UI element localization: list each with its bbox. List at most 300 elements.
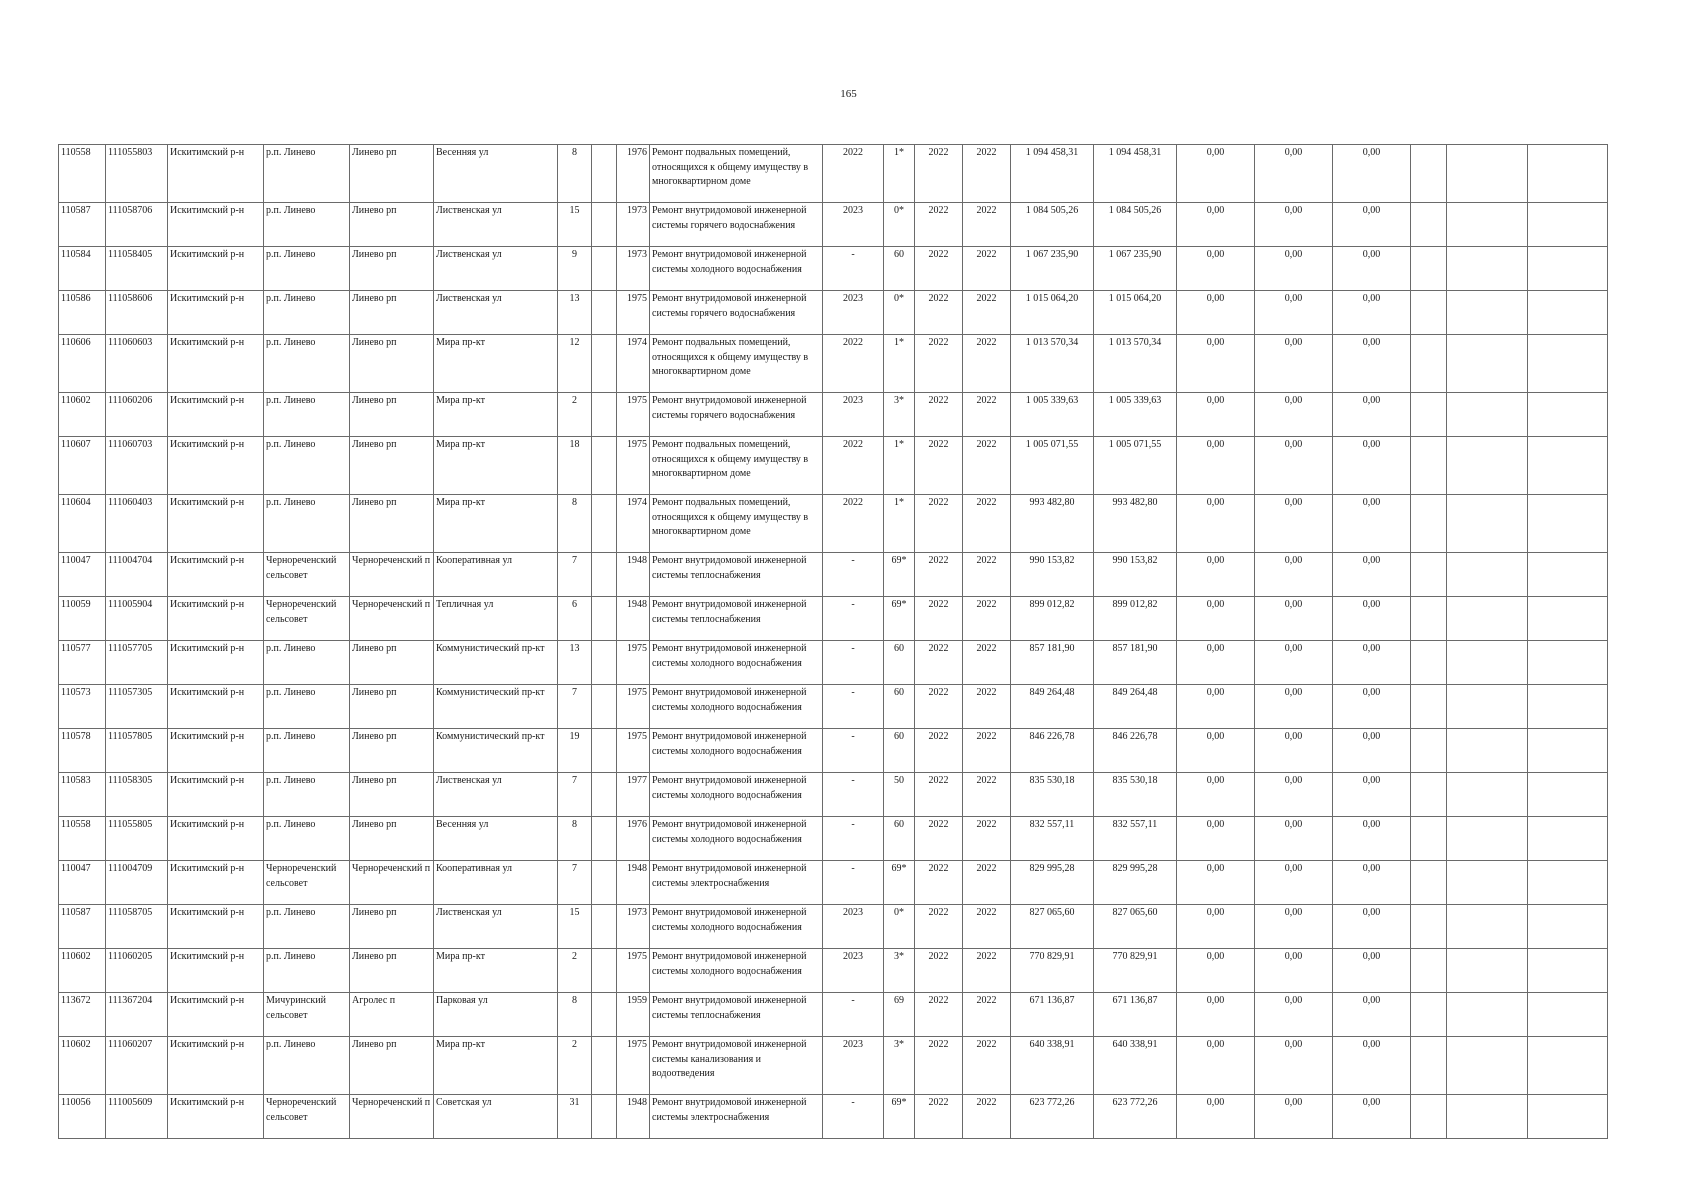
cell-extra-2 [1447,993,1528,1037]
cell-municipality: Чернореченский сельсовет [264,861,350,905]
cell-last-repair-year: - [823,729,884,773]
cell-work-type: Ремонт внутридомовой инженерной системы теплоснабжения [650,553,823,597]
cell-total-cost: 993 482,80 [1011,495,1094,553]
cell-plan-year-end: 2022 [963,641,1011,685]
cell-street: Лиственская ул [434,203,558,247]
cell-year-built: 1975 [617,641,650,685]
cell-year-built: 1948 [617,861,650,905]
cell-fund-cost: 993 482,80 [1094,495,1177,553]
cell-year-built: 1975 [617,393,650,437]
cell-wear-percent: 0* [884,905,915,949]
table-row [59,1037,1608,1095]
cell-street: Коммунистический пр-кт [434,685,558,729]
cell-work-type: Ремонт подвальных помещений, относящихся к общему имуществу в многоквартирном доме [650,437,823,495]
cell-house-number: 12 [558,335,592,393]
cell-house-id: 110047 [59,861,106,905]
cell-extra-2 [1447,203,1528,247]
cell-local-budget: 0,00 [1255,553,1333,597]
cell-extra-1 [1411,1095,1447,1139]
cell-extra-2 [1447,773,1528,817]
table-row [59,291,1608,335]
cell-building-number [592,993,617,1037]
cell-locality: Агролес п [350,993,434,1037]
cell-wear-percent: 3* [884,1037,915,1095]
cell-district: Искитимский р-н [168,335,264,393]
cell-work-type: Ремонт внутридомовой инженерной системы холодного водоснабжения [650,949,823,993]
cell-year-built: 1975 [617,291,650,335]
table-row [59,861,1608,905]
cell-district: Искитимский р-н [168,247,264,291]
cell-extra-2 [1447,641,1528,685]
cell-building-number [592,597,617,641]
cell-fund-cost: 1 005 071,55 [1094,437,1177,495]
cell-building-number [592,247,617,291]
cell-house-id: 110577 [59,641,106,685]
cell-work-id: 111058305 [106,773,168,817]
table-row [59,495,1608,553]
cell-plan-year-end: 2022 [963,145,1011,203]
cell-plan-year-start: 2022 [915,773,963,817]
cell-fund-cost: 1 084 505,26 [1094,203,1177,247]
cell-local-budget: 0,00 [1255,1095,1333,1139]
cell-house-number: 6 [558,597,592,641]
cell-locality: Линево рп [350,291,434,335]
cell-last-repair-year: 2023 [823,949,884,993]
cell-house-number: 7 [558,773,592,817]
cell-locality: Чернореченский п [350,1095,434,1139]
cell-last-repair-year: 2023 [823,291,884,335]
cell-work-type: Ремонт внутридомовой инженерной системы канализования и водоотведения [650,1037,823,1095]
cell-fund-cost: 849 264,48 [1094,685,1177,729]
cell-house-number: 19 [558,729,592,773]
cell-last-repair-year: - [823,247,884,291]
cell-last-repair-year: 2023 [823,905,884,949]
cell-total-cost: 829 995,28 [1011,861,1094,905]
cell-extra-1 [1411,247,1447,291]
cell-regional-budget: 0,00 [1177,597,1255,641]
cell-extra-3 [1528,291,1608,335]
cell-extra-2 [1447,861,1528,905]
cell-owners-funds: 0,00 [1333,597,1411,641]
cell-building-number [592,203,617,247]
cell-owners-funds: 0,00 [1333,773,1411,817]
cell-total-cost: 1 005 339,63 [1011,393,1094,437]
cell-house-number: 8 [558,993,592,1037]
cell-total-cost: 623 772,26 [1011,1095,1094,1139]
cell-fund-cost: 1 015 064,20 [1094,291,1177,335]
cell-extra-2 [1447,729,1528,773]
cell-house-id: 110573 [59,685,106,729]
cell-extra-3 [1528,393,1608,437]
cell-total-cost: 1 084 505,26 [1011,203,1094,247]
cell-fund-cost: 899 012,82 [1094,597,1177,641]
cell-work-type: Ремонт внутридомовой инженерной системы холодного водоснабжения [650,685,823,729]
cell-local-budget: 0,00 [1255,437,1333,495]
cell-work-id: 111060703 [106,437,168,495]
cell-work-id: 111058606 [106,291,168,335]
cell-municipality: р.п. Линево [264,203,350,247]
cell-fund-cost: 671 136,87 [1094,993,1177,1037]
cell-extra-2 [1447,597,1528,641]
cell-extra-3 [1528,203,1608,247]
cell-work-id: 111060207 [106,1037,168,1095]
capital-repair-table [58,144,1608,1139]
cell-work-id: 111060603 [106,335,168,393]
cell-owners-funds: 0,00 [1333,685,1411,729]
cell-extra-3 [1528,949,1608,993]
cell-wear-percent: 60 [884,247,915,291]
cell-work-type: Ремонт подвальных помещений, относящихся к общему имуществу в многоквартирном доме [650,335,823,393]
cell-plan-year-start: 2022 [915,905,963,949]
cell-building-number [592,685,617,729]
cell-regional-budget: 0,00 [1177,685,1255,729]
cell-building-number [592,437,617,495]
cell-extra-1 [1411,905,1447,949]
cell-plan-year-start: 2022 [915,861,963,905]
cell-wear-percent: 1* [884,495,915,553]
cell-year-built: 1948 [617,553,650,597]
cell-house-id: 110602 [59,1037,106,1095]
cell-local-budget: 0,00 [1255,861,1333,905]
cell-year-built: 1976 [617,817,650,861]
cell-wear-percent: 1* [884,437,915,495]
page-number: 165 [840,88,857,100]
cell-extra-1 [1411,393,1447,437]
cell-street: Тепличная ул [434,597,558,641]
cell-house-id: 110059 [59,597,106,641]
cell-work-type: Ремонт внутридомовой инженерной системы электроснабжения [650,861,823,905]
cell-regional-budget: 0,00 [1177,335,1255,393]
cell-work-type: Ремонт подвальных помещений, относящихся к общему имуществу в многоквартирном доме [650,495,823,553]
cell-work-id: 111057305 [106,685,168,729]
cell-street: Весенняя ул [434,817,558,861]
cell-local-budget: 0,00 [1255,905,1333,949]
cell-plan-year-start: 2022 [915,817,963,861]
table-row [59,905,1608,949]
table-row [59,641,1608,685]
cell-extra-2 [1447,553,1528,597]
cell-house-number: 31 [558,1095,592,1139]
table-row [59,773,1608,817]
cell-locality: Линево рп [350,949,434,993]
cell-total-cost: 849 264,48 [1011,685,1094,729]
cell-fund-cost: 857 181,90 [1094,641,1177,685]
cell-plan-year-end: 2022 [963,729,1011,773]
cell-regional-budget: 0,00 [1177,773,1255,817]
cell-total-cost: 671 136,87 [1011,993,1094,1037]
cell-owners-funds: 0,00 [1333,203,1411,247]
cell-house-id: 110578 [59,729,106,773]
cell-last-repair-year: 2022 [823,437,884,495]
cell-local-budget: 0,00 [1255,393,1333,437]
cell-district: Искитимский р-н [168,993,264,1037]
cell-local-budget: 0,00 [1255,1037,1333,1095]
cell-regional-budget: 0,00 [1177,203,1255,247]
cell-owners-funds: 0,00 [1333,553,1411,597]
cell-municipality: р.п. Линево [264,335,350,393]
cell-year-built: 1976 [617,145,650,203]
cell-work-type: Ремонт внутридомовой инженерной системы холодного водоснабжения [650,817,823,861]
cell-local-budget: 0,00 [1255,773,1333,817]
cell-locality: Чернореченский п [350,861,434,905]
cell-local-budget: 0,00 [1255,247,1333,291]
cell-plan-year-end: 2022 [963,335,1011,393]
cell-extra-2 [1447,1095,1528,1139]
cell-local-budget: 0,00 [1255,495,1333,553]
cell-year-built: 1948 [617,597,650,641]
cell-regional-budget: 0,00 [1177,1037,1255,1095]
cell-plan-year-end: 2022 [963,1095,1011,1139]
cell-building-number [592,145,617,203]
cell-municipality: Чернореченский сельсовет [264,553,350,597]
table-body [59,145,1608,1139]
cell-plan-year-end: 2022 [963,495,1011,553]
cell-owners-funds: 0,00 [1333,861,1411,905]
cell-district: Искитимский р-н [168,495,264,553]
cell-work-type: Ремонт внутридомовой инженерной системы электроснабжения [650,1095,823,1139]
cell-plan-year-start: 2022 [915,437,963,495]
cell-municipality: р.п. Линево [264,437,350,495]
cell-extra-3 [1528,495,1608,553]
cell-local-budget: 0,00 [1255,641,1333,685]
cell-work-type: Ремонт внутридомовой инженерной системы горячего водоснабжения [650,203,823,247]
cell-fund-cost: 827 065,60 [1094,905,1177,949]
cell-owners-funds: 0,00 [1333,145,1411,203]
cell-municipality: р.п. Линево [264,773,350,817]
cell-extra-1 [1411,773,1447,817]
cell-locality: Линево рп [350,817,434,861]
cell-last-repair-year: - [823,597,884,641]
cell-plan-year-start: 2022 [915,203,963,247]
cell-street: Мира пр-кт [434,335,558,393]
cell-work-id: 111055803 [106,145,168,203]
cell-regional-budget: 0,00 [1177,641,1255,685]
cell-fund-cost: 1 094 458,31 [1094,145,1177,203]
cell-street: Мира пр-кт [434,437,558,495]
cell-extra-1 [1411,597,1447,641]
cell-last-repair-year: 2022 [823,495,884,553]
cell-extra-3 [1528,145,1608,203]
cell-work-id: 111367204 [106,993,168,1037]
cell-work-type: Ремонт внутридомовой инженерной системы горячего водоснабжения [650,393,823,437]
cell-house-number: 2 [558,1037,592,1095]
cell-total-cost: 1 005 071,55 [1011,437,1094,495]
cell-total-cost: 1 013 570,34 [1011,335,1094,393]
cell-plan-year-end: 2022 [963,247,1011,291]
cell-regional-budget: 0,00 [1177,145,1255,203]
cell-house-id: 110584 [59,247,106,291]
cell-extra-3 [1528,335,1608,393]
cell-owners-funds: 0,00 [1333,993,1411,1037]
cell-house-number: 15 [558,203,592,247]
cell-year-built: 1975 [617,685,650,729]
cell-extra-1 [1411,993,1447,1037]
cell-local-budget: 0,00 [1255,993,1333,1037]
cell-fund-cost: 835 530,18 [1094,773,1177,817]
cell-regional-budget: 0,00 [1177,247,1255,291]
cell-owners-funds: 0,00 [1333,291,1411,335]
cell-street: Лиственская ул [434,773,558,817]
cell-extra-2 [1447,495,1528,553]
cell-last-repair-year: - [823,641,884,685]
cell-extra-3 [1528,597,1608,641]
cell-local-budget: 0,00 [1255,203,1333,247]
cell-municipality: Чернореченский сельсовет [264,597,350,641]
cell-extra-3 [1528,1037,1608,1095]
cell-wear-percent: 50 [884,773,915,817]
cell-wear-percent: 69* [884,1095,915,1139]
cell-municipality: р.п. Линево [264,291,350,335]
cell-locality: Линево рп [350,393,434,437]
cell-street: Лиственская ул [434,291,558,335]
cell-total-cost: 857 181,90 [1011,641,1094,685]
cell-locality: Линево рп [350,145,434,203]
cell-house-number: 15 [558,905,592,949]
cell-building-number [592,393,617,437]
cell-fund-cost: 623 772,26 [1094,1095,1177,1139]
cell-building-number [592,861,617,905]
cell-locality: Чернореченский п [350,553,434,597]
cell-house-id: 110047 [59,553,106,597]
cell-owners-funds: 0,00 [1333,817,1411,861]
cell-extra-2 [1447,335,1528,393]
cell-building-number [592,553,617,597]
cell-plan-year-start: 2022 [915,291,963,335]
cell-building-number [592,495,617,553]
cell-local-budget: 0,00 [1255,335,1333,393]
cell-wear-percent: 3* [884,393,915,437]
cell-last-repair-year: - [823,685,884,729]
cell-regional-budget: 0,00 [1177,905,1255,949]
cell-plan-year-start: 2022 [915,553,963,597]
table-row [59,949,1608,993]
cell-plan-year-start: 2022 [915,597,963,641]
cell-work-id: 111060206 [106,393,168,437]
cell-regional-budget: 0,00 [1177,291,1255,335]
cell-locality: Линево рп [350,437,434,495]
cell-owners-funds: 0,00 [1333,393,1411,437]
table-row [59,729,1608,773]
cell-house-number: 13 [558,291,592,335]
cell-building-number [592,729,617,773]
cell-plan-year-start: 2022 [915,145,963,203]
cell-house-number: 7 [558,553,592,597]
cell-municipality: р.п. Линево [264,949,350,993]
cell-work-id: 111005904 [106,597,168,641]
cell-regional-budget: 0,00 [1177,1095,1255,1139]
cell-work-type: Ремонт внутридомовой инженерной системы холодного водоснабжения [650,905,823,949]
cell-locality: Чернореченский п [350,597,434,641]
cell-fund-cost: 640 338,91 [1094,1037,1177,1095]
cell-plan-year-end: 2022 [963,1037,1011,1095]
cell-house-id: 110604 [59,495,106,553]
cell-extra-2 [1447,145,1528,203]
cell-extra-1 [1411,641,1447,685]
cell-local-budget: 0,00 [1255,817,1333,861]
cell-owners-funds: 0,00 [1333,949,1411,993]
cell-house-id: 110583 [59,773,106,817]
cell-street: Советская ул [434,1095,558,1139]
cell-fund-cost: 770 829,91 [1094,949,1177,993]
cell-plan-year-start: 2022 [915,495,963,553]
cell-extra-3 [1528,861,1608,905]
cell-plan-year-start: 2022 [915,1095,963,1139]
cell-owners-funds: 0,00 [1333,335,1411,393]
cell-year-built: 1973 [617,203,650,247]
cell-street: Лиственская ул [434,247,558,291]
cell-district: Искитимский р-н [168,729,264,773]
cell-plan-year-start: 2022 [915,685,963,729]
cell-locality: Линево рп [350,729,434,773]
cell-extra-1 [1411,817,1447,861]
cell-plan-year-end: 2022 [963,393,1011,437]
cell-work-type: Ремонт внутридомовой инженерной системы холодного водоснабжения [650,247,823,291]
cell-fund-cost: 832 557,11 [1094,817,1177,861]
cell-wear-percent: 60 [884,729,915,773]
cell-regional-budget: 0,00 [1177,949,1255,993]
cell-municipality: р.п. Линево [264,495,350,553]
cell-wear-percent: 60 [884,641,915,685]
cell-extra-2 [1447,1037,1528,1095]
table-row [59,993,1608,1037]
cell-total-cost: 827 065,60 [1011,905,1094,949]
cell-extra-1 [1411,949,1447,993]
cell-municipality: р.п. Линево [264,905,350,949]
cell-last-repair-year: - [823,861,884,905]
cell-extra-1 [1411,685,1447,729]
cell-plan-year-start: 2022 [915,993,963,1037]
cell-wear-percent: 69* [884,861,915,905]
cell-regional-budget: 0,00 [1177,393,1255,437]
cell-district: Искитимский р-н [168,773,264,817]
cell-plan-year-start: 2022 [915,1037,963,1095]
cell-house-id: 110558 [59,817,106,861]
cell-fund-cost: 829 995,28 [1094,861,1177,905]
table-row [59,335,1608,393]
cell-building-number [592,817,617,861]
cell-extra-2 [1447,437,1528,495]
cell-fund-cost: 1 005 339,63 [1094,393,1177,437]
cell-street: Мира пр-кт [434,495,558,553]
cell-regional-budget: 0,00 [1177,729,1255,773]
cell-total-cost: 990 153,82 [1011,553,1094,597]
cell-last-repair-year: - [823,553,884,597]
cell-district: Искитимский р-н [168,685,264,729]
cell-wear-percent: 0* [884,203,915,247]
cell-extra-1 [1411,145,1447,203]
cell-extra-1 [1411,437,1447,495]
cell-house-id: 110606 [59,335,106,393]
cell-municipality: р.п. Линево [264,817,350,861]
cell-work-id: 111057705 [106,641,168,685]
cell-street: Коммунистический пр-кт [434,729,558,773]
cell-total-cost: 1 067 235,90 [1011,247,1094,291]
cell-municipality: р.п. Линево [264,393,350,437]
cell-total-cost: 846 226,78 [1011,729,1094,773]
cell-building-number [592,905,617,949]
cell-last-repair-year: - [823,1095,884,1139]
cell-street: Коммунистический пр-кт [434,641,558,685]
cell-total-cost: 832 557,11 [1011,817,1094,861]
cell-street: Кооперативная ул [434,861,558,905]
cell-last-repair-year: 2022 [823,335,884,393]
cell-extra-3 [1528,437,1608,495]
cell-locality: Линево рп [350,641,434,685]
cell-extra-1 [1411,335,1447,393]
cell-work-id: 111058706 [106,203,168,247]
cell-fund-cost: 1 013 570,34 [1094,335,1177,393]
cell-wear-percent: 60 [884,817,915,861]
